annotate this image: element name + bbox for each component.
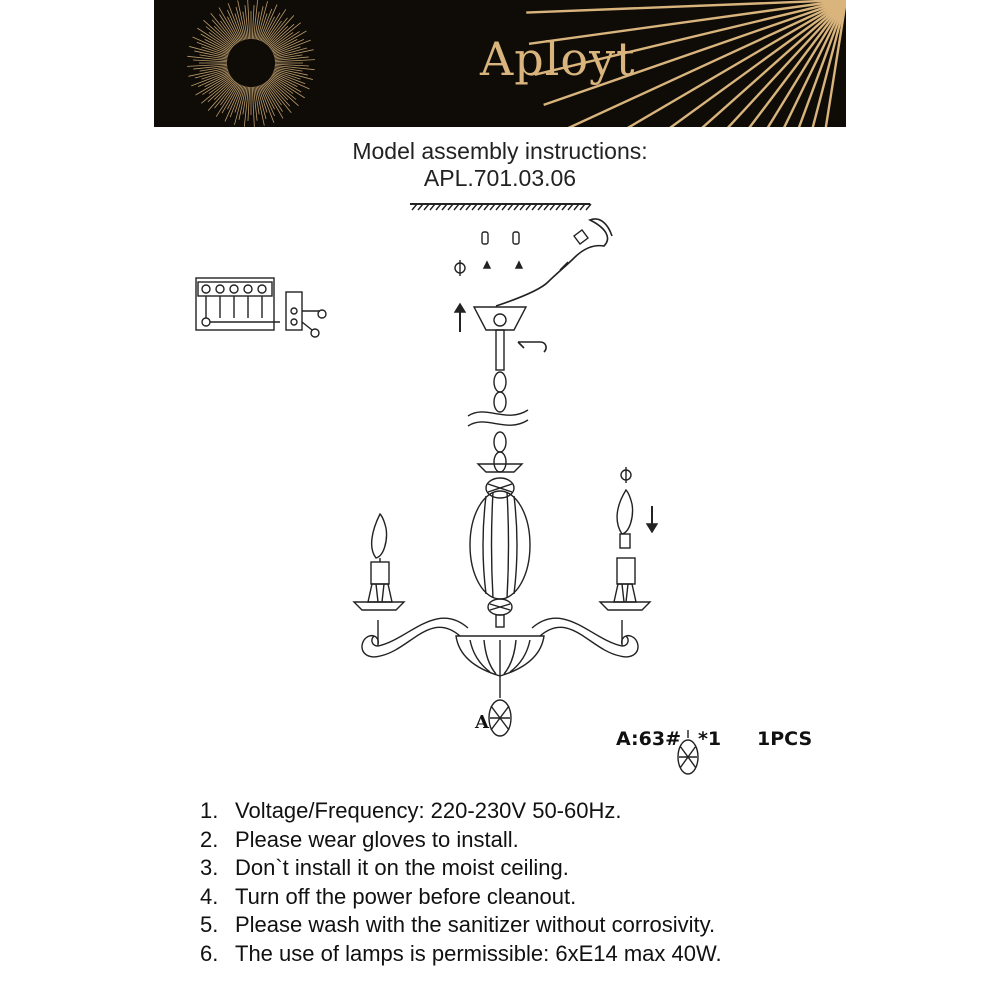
part-pieces: 1PCS	[757, 728, 813, 750]
item-number: 1.	[200, 798, 219, 823]
brand-name: Aployt	[480, 32, 636, 86]
part-quantity: *1	[698, 728, 722, 750]
crystal-pendant	[489, 690, 511, 736]
list-item	[200, 797, 722, 826]
pendant-label: A	[475, 712, 489, 733]
item-text: Voltage/Frequency: 220-230V 50-60Hz.	[235, 798, 622, 823]
left-arm	[362, 618, 468, 657]
item-text: Turn off the power before cleanout.	[235, 883, 577, 909]
item-text: The use of lamps is permissible: 6xE14 max 40W.	[235, 940, 722, 966]
left-candle	[354, 514, 404, 610]
item-number: 4.	[200, 883, 219, 909]
chain	[494, 372, 506, 472]
item-number: 5.	[200, 912, 219, 937]
item-text: Please wear gloves to install.	[235, 826, 519, 852]
instructions-list	[200, 797, 722, 968]
ceiling-hatch	[410, 204, 591, 210]
list-item	[200, 883, 722, 912]
right-candle	[600, 490, 650, 610]
chain-break-mark-2	[468, 420, 528, 426]
model-number: APL.701.03.06	[423, 165, 577, 191]
bulb-install-indicator	[621, 467, 657, 532]
list-item	[200, 854, 722, 883]
wiring-diagram	[196, 278, 326, 337]
item-number: 6.	[200, 940, 219, 966]
canopy	[474, 307, 546, 370]
item-number: 2.	[200, 826, 219, 852]
list-item	[200, 940, 722, 969]
list-item	[200, 826, 722, 855]
item-number: 3.	[200, 855, 219, 880]
item-text: Please wash with the sanitizer without corrosivity.	[235, 912, 716, 937]
central-column	[470, 464, 530, 627]
item-text: Don`t install it on the moist ceiling.	[235, 855, 569, 880]
bowl	[456, 636, 544, 690]
page-title: Model assembly instructions:	[352, 138, 648, 164]
list-item	[200, 911, 722, 940]
right-arm	[532, 618, 638, 657]
mounting-hardware	[455, 232, 522, 332]
part-code: A:63#	[616, 728, 682, 750]
